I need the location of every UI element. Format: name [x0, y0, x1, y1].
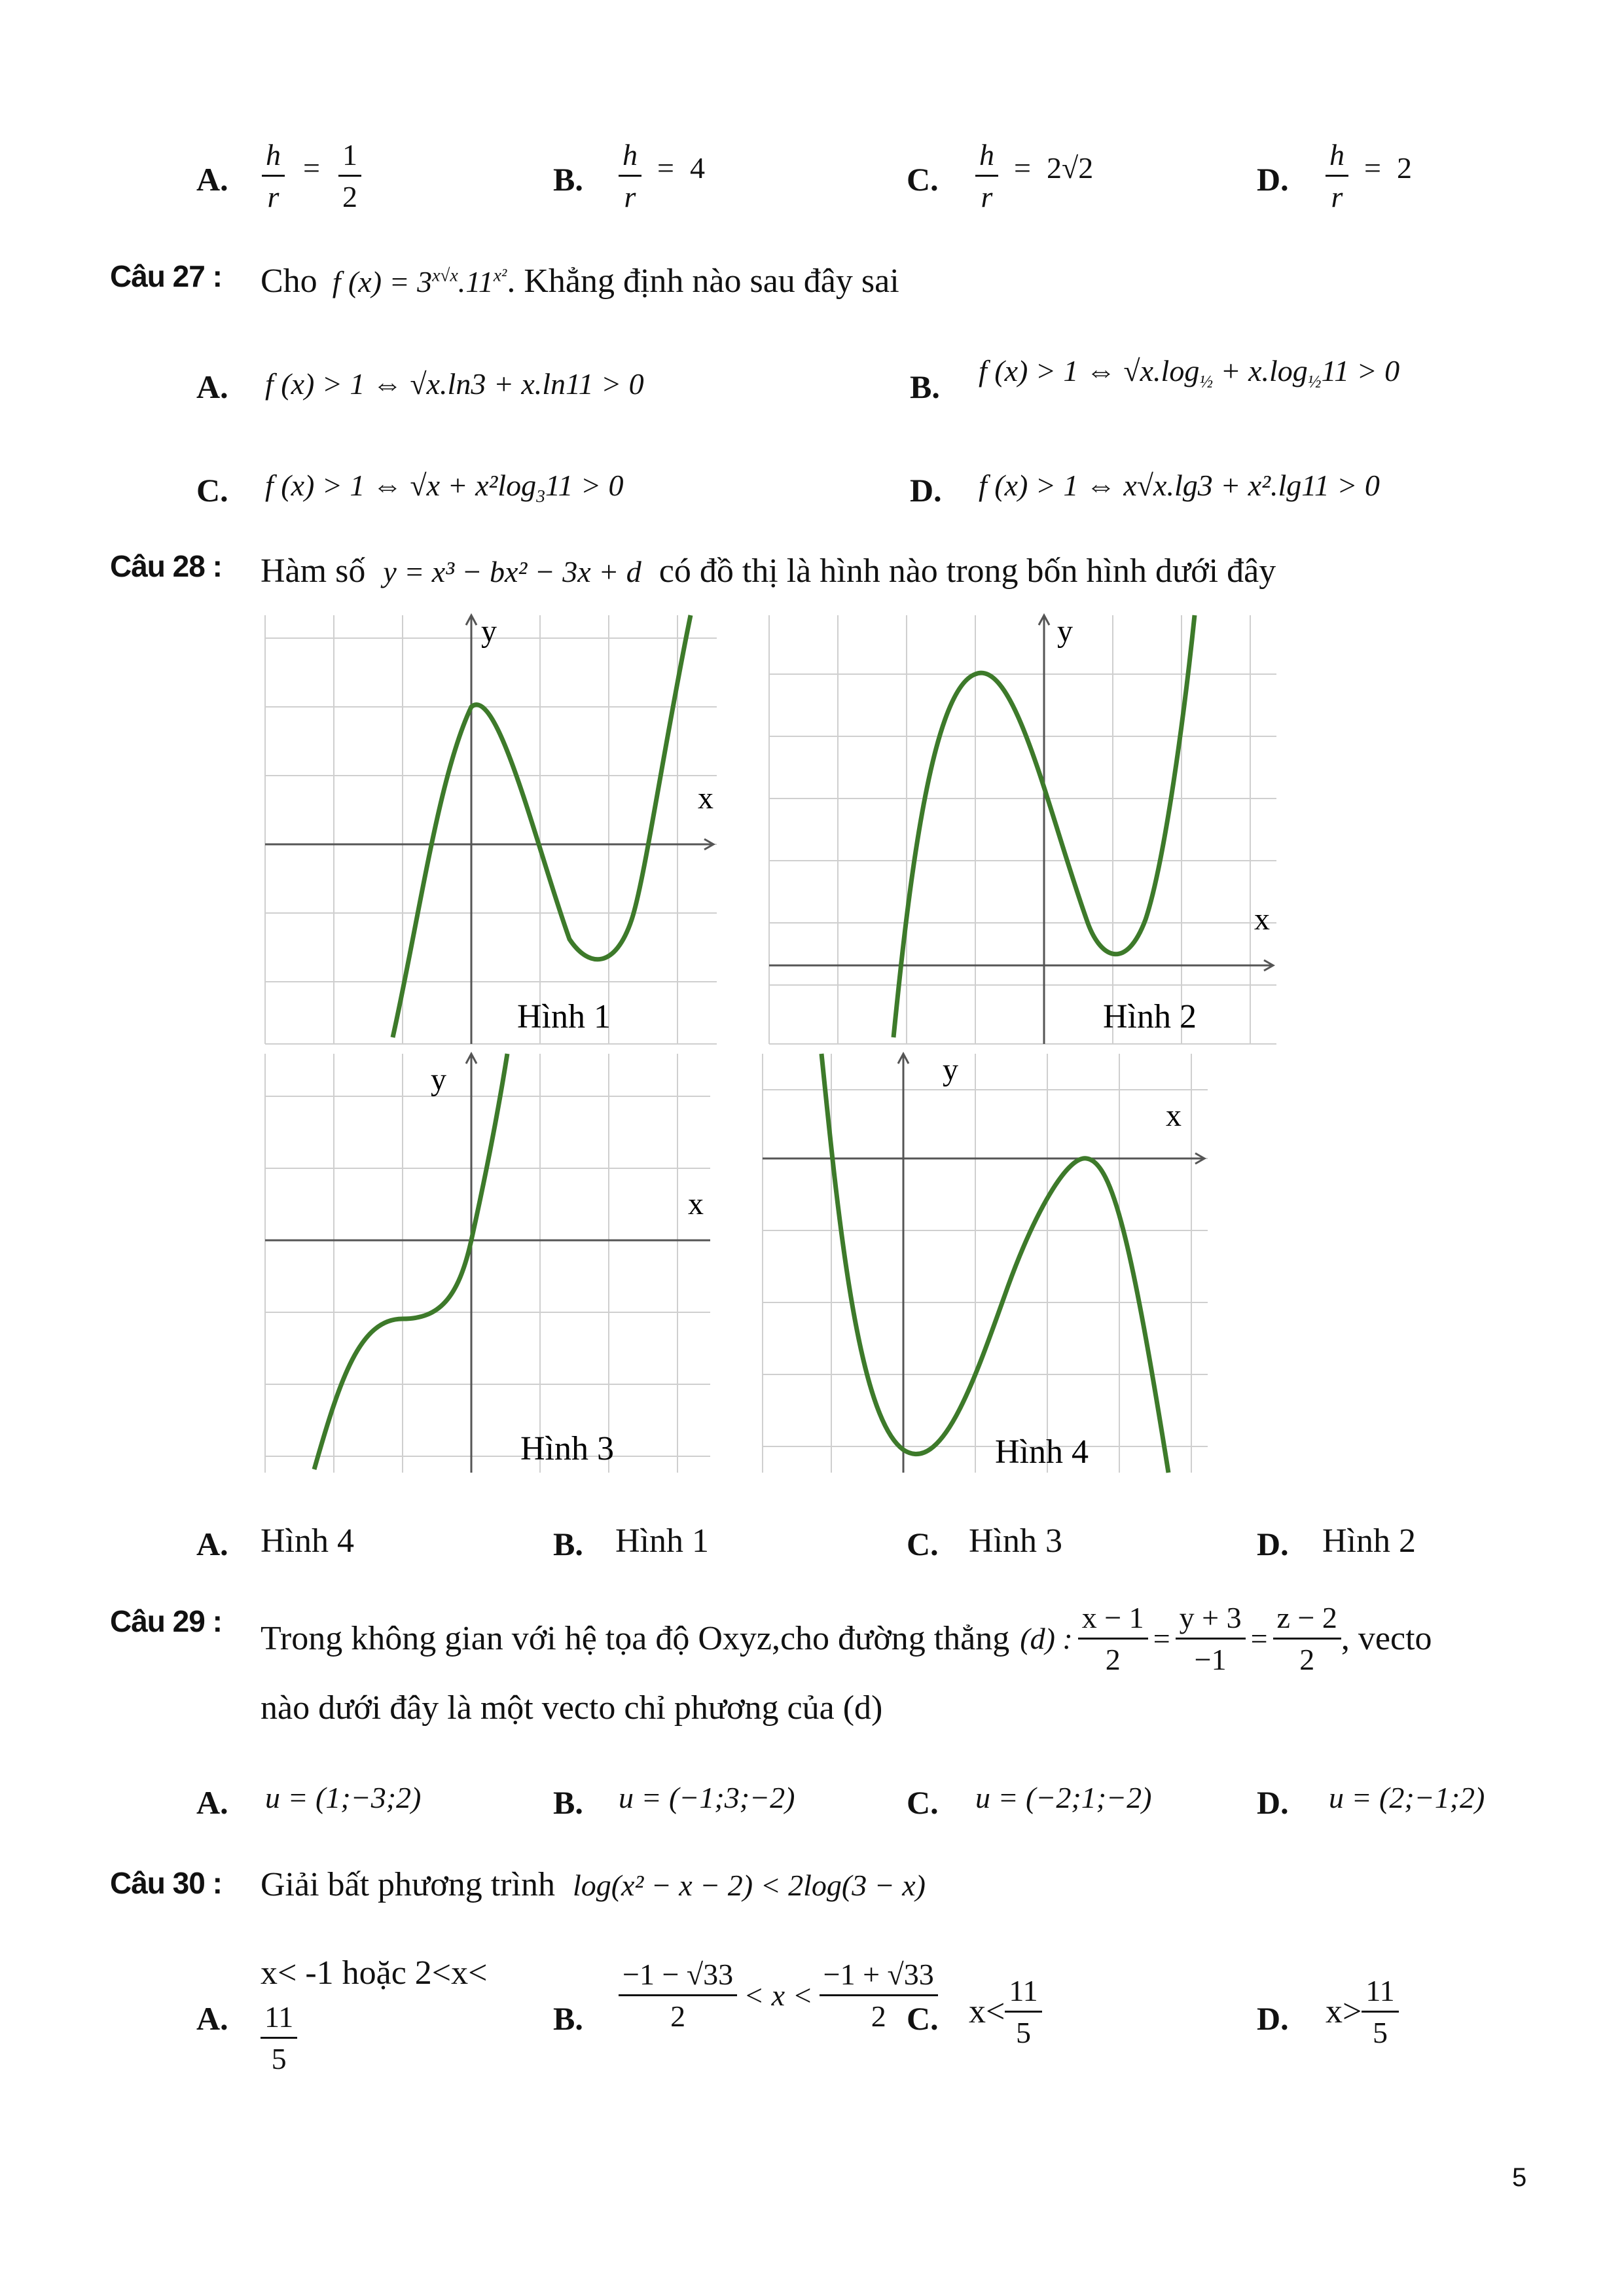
q28-stem: Hàm số y = x³ − bx² − 3x + d có đồ thị là hình nào trong bốn hình dưới đây	[261, 552, 1276, 590]
q27-label: Câu 27 :	[110, 259, 222, 293]
q30-option-b-letter: B.	[553, 2000, 583, 2037]
q28-option-d-letter: D.	[1257, 1526, 1289, 1562]
graph-caption: Hình 2	[1103, 998, 1197, 1035]
graph-hinh-3	[262, 1050, 713, 1476]
y-axis-label: y	[1057, 614, 1073, 649]
graph-caption: Hình 1	[517, 998, 611, 1035]
q28-option-b-letter: B.	[553, 1526, 583, 1562]
x-axis-label: x	[1166, 1098, 1182, 1133]
x-axis-label: x	[688, 1187, 704, 1221]
q29-option-d-letter: D.	[1257, 1784, 1289, 1821]
y-axis-label: y	[943, 1052, 958, 1087]
graph-hinh-4	[759, 1050, 1211, 1476]
y-axis-label: y	[431, 1062, 446, 1097]
q29-option-c-letter: C.	[907, 1784, 939, 1821]
q30-option-a-letter: A.	[196, 2000, 228, 2037]
q29-option-d: u = (2;−1;2)	[1329, 1781, 1485, 1814]
graph-grid	[769, 615, 1276, 1044]
q26-option-c: $\frac{h}{r}$ = 2√2	[975, 137, 1093, 214]
q27-option-b: f (x) > 1 ⇔ $√x.\log_{\frac{1}{2}} + x.\log_{\frac{1}{2}}11 > 0$	[979, 354, 1400, 392]
q29-option-b-letter: B.	[553, 1784, 583, 1821]
q28-option-d: Hình 2	[1322, 1522, 1416, 1560]
q28-option-c: Hình 3	[969, 1522, 1062, 1560]
graph-hinh-2	[766, 612, 1280, 1047]
q28-label: Câu 28 :	[110, 549, 222, 583]
graph-curve	[821, 1054, 1168, 1473]
q26-option-c-letter: C.	[907, 161, 939, 198]
q26-option-d: $\frac{h}{r}$ = 2	[1326, 137, 1412, 214]
q27-option-d-letter: D.	[910, 472, 942, 509]
q26-option-a-letter: A.	[196, 161, 228, 198]
q27-option-b-letter: B.	[910, 368, 940, 405]
graph-hinh-1	[262, 612, 720, 1047]
q30-option-d-letter: D.	[1257, 2000, 1289, 2037]
q26-option-b: $\frac{h}{r}$ = 4	[619, 137, 705, 214]
q28-option-b: Hình 1	[615, 1522, 709, 1560]
q28-option-c-letter: C.	[907, 1526, 939, 1562]
q29-stem: Trong không gian với hệ tọa độ Oxyz,cho đường thẳng (d) : $\frac{x - 1}{2}$ = $\frac{y + 3}{-1}$ = $\frac{z - 2}{2}$ , vecto	[261, 1601, 1432, 1676]
q27-option-d: f (x) > 1 ⇔ x√x.lg3 + x².lg11 > 0	[979, 469, 1380, 502]
q30-option-a-line1: x< -1 hoặc 2<x<	[261, 1954, 488, 1992]
x-axis-label: x	[1254, 902, 1270, 937]
q27-option-c-letter: C.	[196, 472, 228, 509]
page-number: 5	[1512, 2163, 1527, 2192]
q28-option-a: Hình 4	[261, 1522, 354, 1560]
q29-label: Câu 29 :	[110, 1604, 222, 1638]
q30-stem: Giải bất phương trình log(x² − x − 2) < 2log(3 − x)	[261, 1866, 926, 1903]
q27-formula: f $(x) = 3^{x√x}.11^{x^2}$	[332, 264, 507, 298]
graph-curve	[314, 1054, 507, 1469]
q28-formula: y = x³ − bx² − 3x + d	[383, 555, 641, 588]
q29-stem-line2: nào dưới đây là một vecto chỉ phương của (d)	[261, 1689, 883, 1727]
q29-option-a-letter: A.	[196, 1784, 228, 1821]
graph-caption: Hình 4	[995, 1433, 1089, 1471]
q27-option-a: f (x) > 1 ⇔ √x.ln3 + x.ln11 > 0	[265, 367, 644, 401]
q30-label: Câu 30 :	[110, 1866, 222, 1900]
q26-option-b-letter: B.	[553, 161, 583, 198]
q27-stem: Cho f $(x) = 3^{x√x}.11^{x^2}$. Khẳng định nào sau đây sai	[261, 262, 899, 300]
q26-option-a: $\frac{h}{r}$ = $\frac{1}{2}$	[262, 137, 361, 214]
q30-option-c-letter: C.	[907, 2000, 939, 2037]
graph-axes	[769, 615, 1273, 1044]
q27-option-c: f (x) > 1 ⇔ $√x + x^2\log_311 > 0$	[265, 469, 624, 507]
q30-option-c: x< $\frac{11}{5}$	[969, 1973, 1042, 2050]
q30-option-a-fraction: $\frac{11}{5}$	[261, 2000, 297, 2076]
x-axis-label: x	[698, 781, 713, 816]
y-axis-label: y	[481, 614, 497, 649]
graph-caption: Hình 3	[520, 1430, 614, 1467]
q29-option-b: u = (−1;3;−2)	[619, 1781, 795, 1814]
q28-option-a-letter: A.	[196, 1526, 228, 1562]
q29-option-a: u = (1;−3;2)	[265, 1781, 422, 1814]
q30-option-b: $\frac{-1 - √33}{2}$ < x < $\frac{-1 + √33}{2}$	[619, 1957, 938, 2034]
graph-curve	[393, 615, 691, 1037]
q26-option-d-letter: D.	[1257, 161, 1289, 198]
q30-option-d: x> $\frac{11}{5}$	[1326, 1973, 1399, 2050]
q29-option-c: u = (−2;1;−2)	[975, 1781, 1152, 1814]
q27-option-a-letter: A.	[196, 368, 228, 405]
graph-axes	[265, 615, 713, 1044]
